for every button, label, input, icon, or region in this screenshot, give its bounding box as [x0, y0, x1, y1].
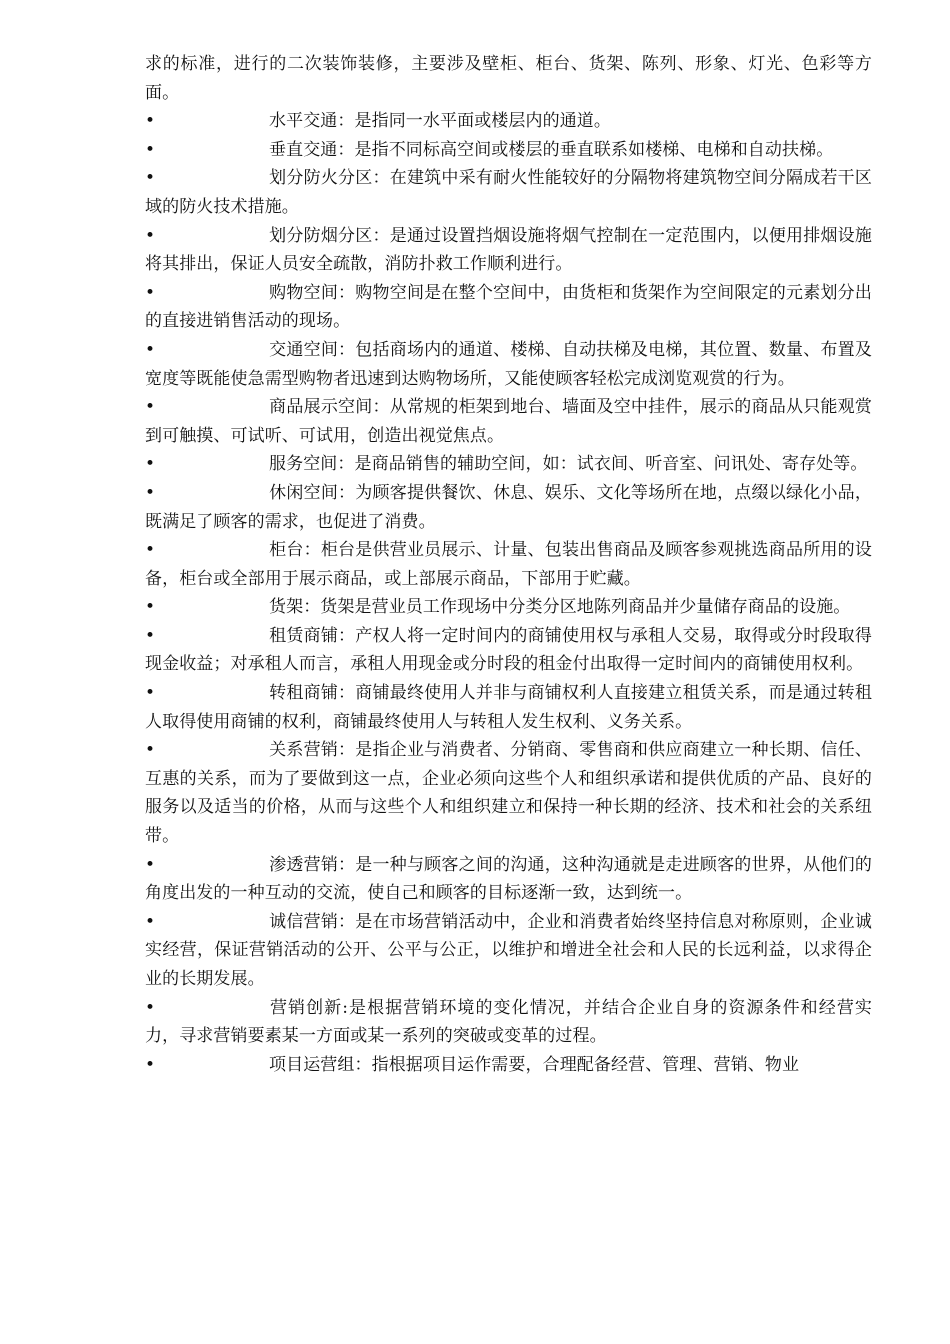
bullet-icon: •: [145, 625, 156, 646]
document-page: [145, 50, 872, 1079]
bullet-icon: •: [145, 997, 156, 1018]
list-item: [145, 336, 872, 393]
list-item-text: 划分防烟分区：是通过设置挡烟设施将烟气控制在一定范围内，以便用排烟设施将其排出，保证人员安全疏散，消防扑救工作顺利进行。: [145, 225, 872, 275]
bullet-icon: •: [145, 740, 156, 761]
list-item: [145, 222, 872, 279]
bullet-icon: •: [145, 597, 156, 618]
bullet-icon: •: [145, 1054, 156, 1075]
list-item-text: 购物空间：购物空间是在整个空间中，由货柜和货架作为空间限定的元素划分出的直接进销售活动的现场。: [145, 282, 872, 332]
list-item-text: 划分防火分区：在建筑中采有耐火性能较好的分隔物将建筑物空间分隔成若干区域的防火技术措施。: [145, 168, 872, 217]
list-item-text: 服务空间：是商品销售的辅助空间，如：试衣间、听音室、问讯处、寄存处等。: [269, 454, 868, 475]
list-item-text: 货架：货架是营业员工作现场中分类分区地陈列商品并少量储存商品的设施。: [269, 597, 851, 618]
list-item: [145, 136, 872, 165]
list-item-text: 柜台：柜台是供营业员展示、计量、包装出售商品及顾客参观挑选商品所用的设备，柜台或全部用于展示商品，或上部展示商品，下部用于贮藏。: [145, 540, 872, 589]
list-item: [145, 908, 872, 994]
list-item: [145, 593, 872, 622]
list-item-text: 项目运营组：指根据项目运作需要，合理配备经营、管理、营销、物业: [269, 1054, 800, 1075]
list-item-text: 营销创新:是根据营销环境的变化情况，并结合企业自身的资源条件和经营实力，寻求营销要素某一方面或某一系列的突破或变革的过程。: [145, 997, 872, 1047]
bullet-icon: •: [145, 454, 156, 475]
list-item: [145, 450, 872, 479]
list-item-text: 休闲空间：为顾客提供餐饮、休息、娱乐、文化等场所在地，点缀以绿化小品，既满足了顾客的需求，也促进了消费。: [145, 482, 872, 532]
list-item-text: 垂直交通：是指不同标高空间或楼层的垂直联系如楼梯、电梯和自动扶梯。: [269, 139, 834, 160]
list-item: [145, 279, 872, 336]
bullet-icon: •: [145, 683, 156, 704]
list-item-text: 转租商铺：商铺最终使用人并非与商铺权利人直接建立租赁关系，而是通过转租人取得使用商铺的权利，商铺最终使用人与转租人发生权利、义务关系。: [145, 683, 872, 732]
list-item: [145, 622, 872, 679]
list-item-text: 诚信营销：是在市场营销活动中，企业和消费者始终坚持信息对称原则，企业诚实经营，保证营销活动的公开、公平与公正，以维护和增进全社会和人民的长远利益，以求得企业的长期发展。: [145, 911, 872, 989]
intro-paragraph: 求的标准，进行的二次装饰装修，主要涉及壁柜、柜台、货架、陈列、形象、灯光、色彩等方面。: [145, 54, 872, 103]
list-item: [145, 851, 872, 908]
bullet-icon: •: [145, 482, 156, 503]
list-item: [145, 479, 872, 536]
list-item: [145, 994, 872, 1051]
list-item-text: 关系营销：是指企业与消费者、分销商、零售商和供应商建立一种长期、信任、互惠的关系，而为了要做到这一点，企业必须向这些个人和组织承诺和提供优质的产品、良好的服务以及适当的价格，从而与这些个人和组织建立和保持一种长期的经济、技术和社会的关系纽带。: [145, 740, 872, 847]
list-item: [145, 164, 872, 221]
list-item: [145, 736, 872, 850]
bullet-icon: •: [145, 225, 156, 246]
list-item: [145, 107, 872, 136]
list-item: [145, 679, 872, 736]
bullet-icon: •: [145, 911, 156, 932]
bullet-icon: •: [145, 282, 156, 303]
bullet-icon: •: [145, 339, 156, 360]
bullet-icon: •: [145, 111, 156, 132]
bullet-icon: •: [145, 139, 156, 160]
list-item: [145, 1051, 872, 1080]
list-item-text: 租赁商铺：产权人将一定时间内的商铺使用权与承租人交易，取得或分时段取得现金收益；对承租人而言，承租人用现金或分时段的租金付出取得一定时间内的商铺使用权利。: [145, 625, 872, 675]
definition-list: [145, 107, 872, 1079]
bullet-icon: •: [145, 168, 156, 189]
bullet-icon: •: [145, 397, 156, 418]
list-item-text: 渗透营销：是一种与顾客之间的沟通，这种沟通就是走进顾客的世界，从他们的角度出发的一种互动的交流，使自己和顾客的目标逐渐一致，达到统一。: [145, 854, 872, 904]
list-item-text: 商品展示空间：从常规的柜架到地台、墙面及空中挂件，展示的商品从只能观赏到可触摸、可试听、可试用，创造出视觉焦点。: [145, 397, 872, 446]
list-item-text: 交通空间：包括商场内的通道、楼梯、自动扶梯及电梯，其位置、数量、布置及宽度等既能使急需型购物者迅速到达购物场所，又能使顾客轻松完成浏览观赏的行为。: [145, 339, 872, 389]
list-item-text: 水平交通：是指同一水平面或楼层内的通道。: [269, 111, 611, 132]
list-item: [145, 536, 872, 593]
bullet-icon: •: [145, 540, 156, 561]
bullet-icon: •: [145, 854, 156, 875]
list-item: [145, 393, 872, 450]
